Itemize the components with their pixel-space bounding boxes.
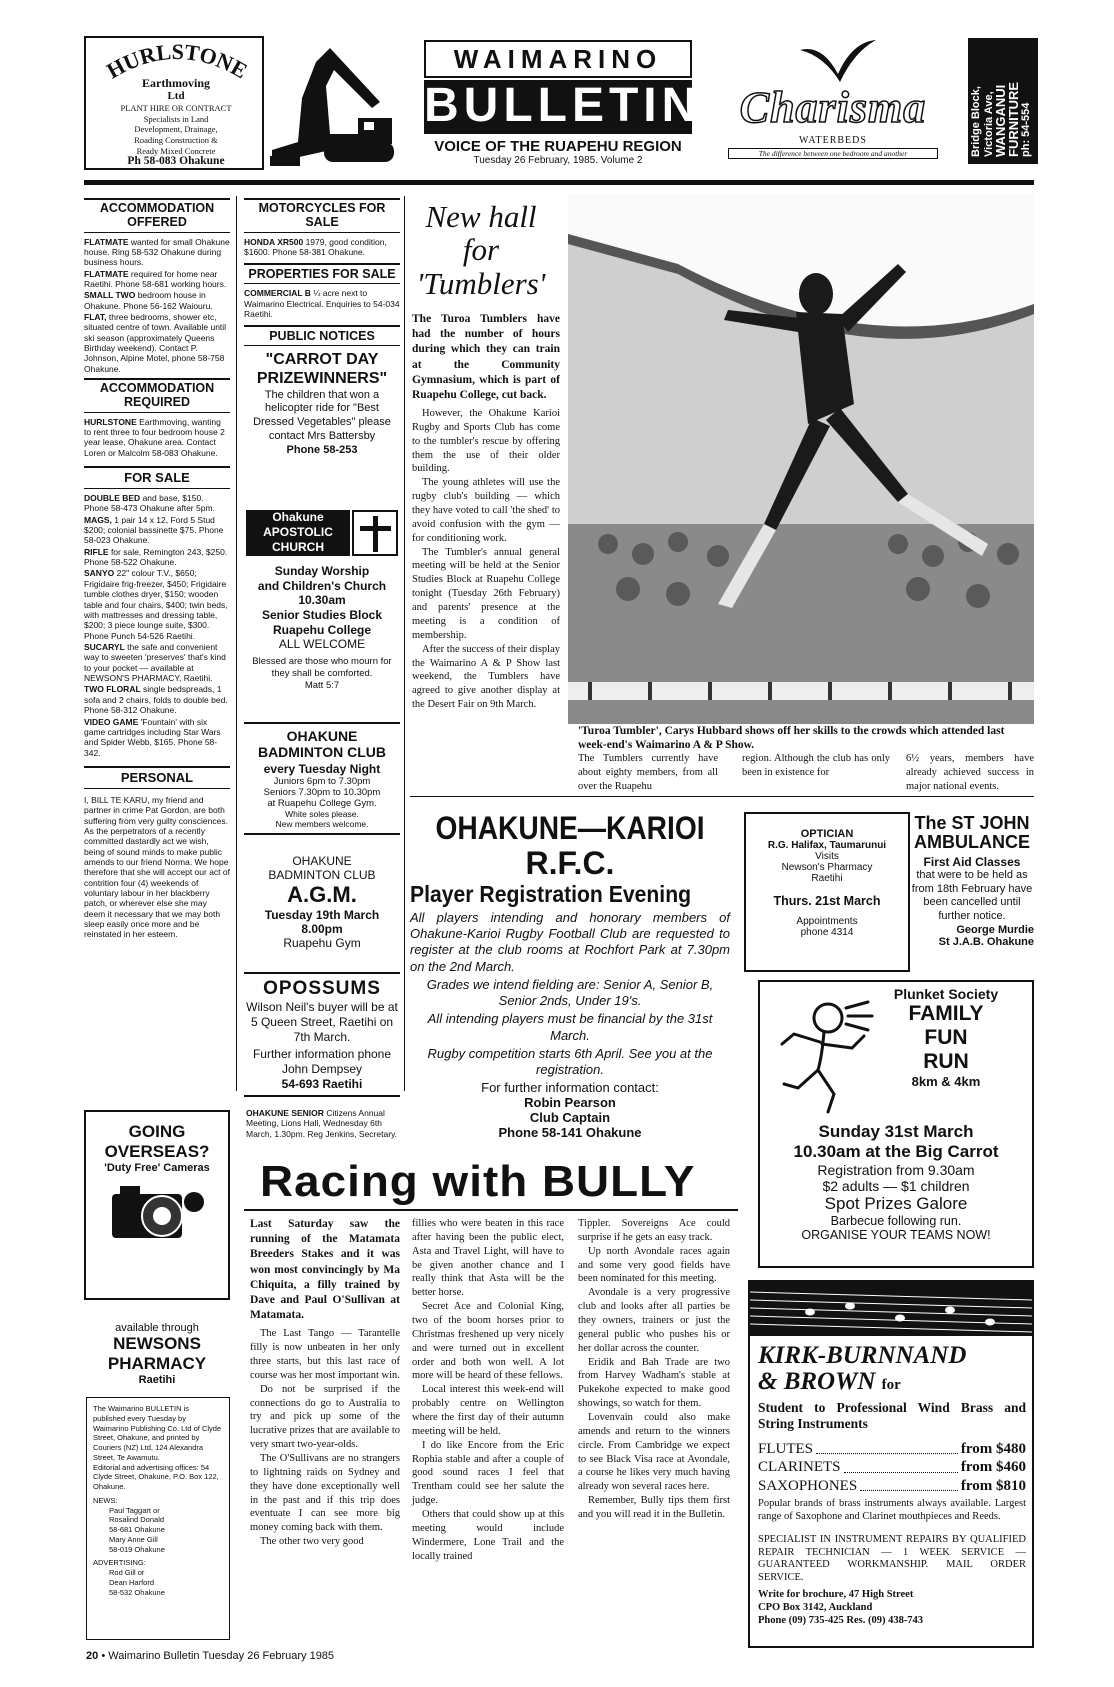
hurlstone-line: Ready Mixed Concrete bbox=[136, 145, 216, 156]
overseas-l4: available through bbox=[115, 1322, 199, 1334]
church-name: APOSTOLIC bbox=[263, 525, 333, 539]
imprint-adv-label: ADVERTISING: bbox=[93, 1558, 146, 1568]
overseas-footer bbox=[86, 1322, 228, 1386]
masthead bbox=[424, 40, 702, 166]
classified-item: VIDEO GAME 'Fountain' with six game cartridges including Star Wars and Spider Webb, $165. Phone 58-342. bbox=[84, 716, 221, 758]
classified-item: DOUBLE BED and base, $150. Phone 58-473 Ohakune after 5pm. bbox=[84, 492, 215, 514]
racing-col-3 bbox=[578, 1217, 730, 1522]
kirk-text: Popular brands of brass instruments always available. Largest range of Saxophone and Clarinet mouthpieces and Reeds. bbox=[758, 1498, 1026, 1522]
stjohn-sign: George Murdie bbox=[956, 923, 1034, 936]
overseas-l1: GOING bbox=[128, 1122, 186, 1141]
racing-col-1 bbox=[250, 1217, 400, 1549]
badminton-ad bbox=[244, 722, 400, 835]
plunket-title: FAMILY bbox=[908, 1002, 984, 1025]
optician-line: phone 4314 bbox=[800, 927, 854, 938]
imprint-p1: The Waimarino BULLETIN is published every Tuesday by Waimarino Publishing Co. Ltd of Clyde Street, Ohakune, and printed by Couriers (NZ) Ltd, 124 Alexandra Street, Te Awamutu. bbox=[93, 1404, 222, 1462]
for-sale-heading: FOR SALE bbox=[84, 466, 230, 489]
hall-col-4: 6½ years, members have already achieved success in major national events. bbox=[906, 753, 1034, 792]
kirk-title: KIRK-BURNNAND bbox=[758, 1342, 967, 1369]
optician-line: Raetihi bbox=[811, 873, 843, 884]
charisma-side-line: FURNITURE bbox=[1005, 81, 1021, 157]
kirk-for: for bbox=[881, 1377, 901, 1393]
plunket-line: ORGANISE YOUR TEAMS NOW! bbox=[801, 1228, 991, 1242]
agm-line: OHAKUNE bbox=[292, 854, 352, 868]
imprint-news-line: Mary Anne Gill bbox=[109, 1534, 158, 1544]
overseas-l6: PHARMACY bbox=[107, 1354, 207, 1373]
kirk-price-row: FLUTES from $480 bbox=[758, 1441, 1026, 1457]
racing-rule bbox=[244, 1209, 738, 1211]
stjohn-title: AMBULANCE bbox=[914, 832, 1030, 853]
kirk-subtitle: Student to Professional Wind Brass and String Instruments bbox=[758, 1400, 1026, 1432]
racing-col-2 bbox=[412, 1217, 564, 1563]
imprint-p2: Editorial and advertising offices: 54 Clyde Street, Ohakune, P.O. Box 122, Ohakune. bbox=[93, 1462, 219, 1491]
optician-ad bbox=[744, 812, 910, 972]
opossums-text: Further information phone John Dempsey bbox=[252, 1047, 392, 1076]
plunket-date: Sunday 31st March bbox=[818, 1122, 974, 1141]
agm-ad bbox=[244, 852, 400, 952]
camera-icon bbox=[102, 1178, 212, 1248]
racing-paragraph: The O'Sullivans are no strangers to lightning raids on Sydney and they have done exceptionally well in the past and if this trip does eventuate I can see more big money coming back with them. bbox=[250, 1452, 400, 1534]
hall-col-2: The Tumblers currently have about eighty members, from all over the Ruapehu bbox=[578, 753, 718, 792]
hall-paragraph: The Tumbler's annual general meeting will be held at the Senior Studies Block at Ruapehu College tonight (Tuesday 26th February) and parents' presence at the meeting is a condition of membership. bbox=[412, 546, 560, 641]
seagull-icon bbox=[798, 38, 878, 88]
hall-paragraph: The young athletes will use the rugby club's building — which they have voted to call 'the shed' to avoid confusion with the gym — for conditioning work. bbox=[412, 477, 560, 544]
opossums-ad bbox=[244, 972, 400, 1097]
classified-item: TWO FLORAL single bedspreads, 1 sofa and 2 chairs, folds to double bed. Phone 58-312 Ohakune. bbox=[84, 684, 228, 716]
masthead-dateline: Tuesday 26 February, 1985. Volume 2 bbox=[473, 155, 643, 166]
rfc-paragraph: Rugby competition starts 6th April. See you at the registration. bbox=[427, 1045, 713, 1078]
agm-line: Tuesday 19th March bbox=[264, 908, 380, 922]
rfc-title-2: R.F.C. bbox=[525, 844, 615, 881]
opossums-title: OPOSSUMS bbox=[263, 978, 381, 999]
classified-item: SMALL TWO bedroom house in Ohakune. Phone 56-162 Waiouru. bbox=[84, 290, 213, 311]
hall-paragraph: After the success of their display the Waimarino A & P Show last weekend, the Tumblers have agreed to give another display at the Desert Fair on 9th March. bbox=[412, 643, 560, 711]
plunket-title: FUN bbox=[924, 1026, 968, 1050]
plunket-line: $2 adults — $1 children bbox=[822, 1178, 970, 1194]
agm-line: 8.00pm bbox=[301, 922, 343, 936]
moto-item: HONDA XR500 1979, good condition, $1600. Phone 58-381 Ohakune. bbox=[244, 236, 387, 257]
badminton-line: every Tuesday Night bbox=[263, 762, 381, 776]
imprint-news-label: NEWS: bbox=[93, 1495, 118, 1505]
notices-title-2: PRIZEWINNERS" bbox=[256, 370, 388, 388]
badminton-line: Seniors 7.30pm to 10.30pm bbox=[263, 787, 381, 798]
hurlstone-line: Development, Drainage, bbox=[134, 124, 218, 135]
excavator-illustration bbox=[268, 38, 396, 170]
hurlstone-sub2: Ltd bbox=[167, 90, 185, 102]
racing-paragraph: Eridik and Bah Trade are two from Harvey Wadham's stable at Pukekohe expected to make good showings, so watch for them. bbox=[578, 1356, 730, 1410]
column-classifieds-1 bbox=[84, 198, 230, 941]
kirk-title: & BROWN bbox=[758, 1368, 876, 1395]
col-rule-2 bbox=[404, 196, 405, 1091]
racing-paragraph: The other two very good bbox=[260, 1536, 364, 1548]
imprint-adv-line: Rod Gill or bbox=[109, 1568, 145, 1577]
badminton-line: New members welcome. bbox=[275, 819, 369, 829]
charisma-logo: Charisma bbox=[739, 83, 927, 132]
accom-required-heading: ACCOMMODATION REQUIRED bbox=[84, 378, 230, 413]
overseas-l3: 'Duty Free' Cameras bbox=[104, 1162, 210, 1174]
racing-paragraph: Do not be surprised if the connections do go to Australia to try and pick up some of the lucrative prizes that are available to very smart two-year-olds. bbox=[250, 1383, 400, 1451]
optician-line: Newson's Pharmacy bbox=[781, 862, 873, 873]
badminton-line: Juniors 6pm to 7.30pm bbox=[273, 776, 371, 787]
racing-paragraph: The Last Tango — Tarantelle filly is now unbeaten in her only three starts, but this last race of course was her most important win. bbox=[250, 1328, 400, 1381]
imprint-adv-line: 58-532 Ohakune bbox=[109, 1587, 165, 1597]
optician-line: R.G. Halifax, Taumarunui bbox=[767, 840, 887, 851]
imprint-news-line: Paul Taggart or bbox=[109, 1505, 160, 1515]
column-classifieds-2 bbox=[244, 198, 400, 456]
prop-item: COMMERCIAL B ¼ acre next to Waimarino Electrical. Enquiries to 54-034 Raetihi. bbox=[244, 288, 400, 319]
plunket-line: Plunket Society bbox=[893, 986, 999, 1002]
overseas-l5: NEWSONS bbox=[113, 1334, 201, 1353]
church-line: and Children's Church bbox=[257, 578, 387, 593]
hall-headline: New hall for 'Tumblers' bbox=[416, 199, 546, 301]
racing-paragraph: Others that could show up at this meeting would include Windermere, Lone Trail and the locally trained bbox=[412, 1509, 564, 1562]
overseas-ad bbox=[84, 1110, 230, 1300]
plunket-line: Registration from 9.30am bbox=[817, 1162, 975, 1178]
optician-line: Visits bbox=[815, 851, 839, 862]
rfc-contact: Club Captain bbox=[529, 1110, 611, 1126]
page-footer bbox=[86, 1650, 486, 1662]
racing-lead: Last Saturday saw the running of the Matamata Breeders Stakes and it was won most convincingly by Ma Chiquita, a filly trained by Dave and Paul O'Sullivan at Matamata. bbox=[250, 1218, 400, 1322]
imprint-news-line: 58-019 Ohakune bbox=[109, 1544, 165, 1554]
photo-caption: 'Turoa Tumbler', Carys Hubbard shows off her skills to the crowds which attended last week-end's Waimarino A & P Show. bbox=[578, 725, 1005, 752]
hall-col-3: region. Although the club has only been in existence for bbox=[742, 753, 890, 778]
kirk-text: SPECIALIST IN INSTRUMENT REPAIRS BY QUALIFIED REPAIR TECHNICIAN — 1 WEEK SERVICE — GUARANTEED WORKMANSHIP. MAIL ORDER SERVICE. bbox=[758, 1534, 1026, 1583]
racing-paragraph: Tippler. Sovereigns Ace could surprise if he gets an easy track. bbox=[578, 1218, 730, 1243]
imprint-news-line: 58-681 Ohakune bbox=[109, 1525, 165, 1534]
kirk-price-list bbox=[758, 1440, 1026, 1495]
imprint-news-line: Rosalind Donald bbox=[109, 1515, 165, 1525]
church-line: 10.30am bbox=[298, 593, 346, 608]
charisma-side-line: WANGANUI bbox=[993, 84, 1008, 157]
badminton-line: OHAKUNE bbox=[286, 728, 358, 744]
kirk-price-row: CLARINETS from $460 bbox=[758, 1459, 1026, 1476]
notices-heading: PUBLIC NOTICES bbox=[244, 325, 400, 346]
rfc-contact: Phone 58-141 Ohakune bbox=[498, 1125, 642, 1141]
opossums-phone: 54-693 Raetihi bbox=[281, 1077, 363, 1091]
prop-heading: PROPERTIES FOR SALE bbox=[244, 263, 400, 284]
classified-item: SUCARYL the safe and convenient way to sweeten 'preserves' that's kind to your pocket — available at NEWSON'S PHARMACY, Raetihi. bbox=[84, 642, 226, 684]
rfc-paragraph: All players intending and honorary members of Ohakune-Karioi Rugby Football Club are requested to register at the club rooms at Rochfort Park at 7.30pm on the 2nd March. bbox=[410, 909, 730, 974]
church-ad bbox=[244, 510, 400, 691]
hurlstone-line: Roading Construction & bbox=[134, 134, 218, 145]
charisma-side-text bbox=[970, 37, 1036, 161]
masthead-rule bbox=[84, 180, 1034, 185]
kirk-address-line: Write for brochure, 47 High Street bbox=[758, 1589, 914, 1600]
racing-paragraph: Lovenvain could also make amends and return to the winners circle. From Cambridge we expect to see Black Visa race at Avondale, a course he likes very much having already won several races here. bbox=[578, 1412, 730, 1493]
hall-paragraph: However, the Ohakune Karioi Rugby and Sports Club has come to the tumbler's rescue by offering them the use of their older building. bbox=[412, 408, 560, 475]
hurlstone-line: Specialists in Land bbox=[143, 113, 209, 124]
masthead-tagline: VOICE OF THE RUAPEHU REGION bbox=[434, 138, 682, 155]
racing-paragraph: Secret Ace and Colonial King, two of the boom horses prior to Christmas freshened up very nicely and were turned out in excellent order and both won well. A lot more will be heard of these fellows. bbox=[412, 1301, 564, 1382]
personal-heading: PERSONAL bbox=[84, 766, 230, 789]
church-line: Ruapehu College bbox=[272, 622, 371, 637]
stjohn-subtitle: First Aid Classes bbox=[923, 854, 1021, 869]
hurlstone-sub1: Earthmoving bbox=[141, 76, 210, 90]
kirk-address-line: Phone (09) 735-425 Res. (09) 438-743 bbox=[758, 1615, 924, 1627]
racing-headline: Racing with BULLY bbox=[260, 1157, 696, 1206]
stjohn-title: The ST JOHN bbox=[914, 813, 1030, 833]
stjohn-text: that were to be held as from 18th February have been cancelled until further notice. bbox=[911, 868, 1033, 923]
rfc-paragraph: Grades we intend fielding are: Senior A, Senior B, Senior 2nds, Under 19's. bbox=[426, 976, 714, 1009]
kirk-address bbox=[758, 1588, 1026, 1627]
plunket-line: Spot Prizes Galore bbox=[824, 1194, 968, 1213]
plunket-date: 10.30am at the Big Carrot bbox=[793, 1142, 999, 1161]
classified-item: HURLSTONE Earthmoving, wanting to rent three to four bedroom house 2 year lease, Ohakune area. Contact Loren or Malcolm 58-083 Ohakune. bbox=[84, 416, 225, 458]
plunket-line: Barbecue following run. bbox=[830, 1214, 962, 1228]
page-number: 20 bbox=[86, 1650, 99, 1662]
classified-item: MAGS, 1 pair 14 x 12, Ford 5 Stud $200; colonial bassinette $75. Phone 58-023 Ohakune. bbox=[84, 514, 224, 546]
church-welcome: ALL WELCOME bbox=[278, 637, 366, 652]
church-name: CHURCH bbox=[272, 540, 324, 554]
col-rule-1 bbox=[236, 196, 237, 1091]
optician-line: OPTICIAN bbox=[800, 828, 854, 840]
church-worship bbox=[244, 564, 400, 637]
badminton-line: BADMINTON CLUB bbox=[257, 744, 387, 760]
charisma-side-line: Bridge Block, bbox=[970, 86, 982, 157]
personal-text: I, BILL TE KARU, my friend and partner in crime Pat Gordon, are both suffering from very guilty consciences. As the perpetrators of a recently committed dastardly act we wish, being of sound minds to make public amends to our friend Norma. We hope therefore that she will accept our act of contrition four (4) weekends of voluntary labour in her blackberry patch, or wherever else she may deem it necessary that we may both sleep easily once more and be reinstated in her esteem. bbox=[84, 794, 230, 940]
cross-icon bbox=[352, 510, 398, 556]
optician-line: Appointments bbox=[796, 916, 858, 927]
st-john-ad bbox=[910, 814, 1034, 948]
plunket-title: RUN bbox=[923, 1050, 969, 1074]
badminton-line: White soles please. bbox=[285, 809, 359, 819]
racing-paragraph: fillies who were beaten in this race after having been the public elect, Asta and Travel Light, will have to be given another chance and I really think that Asta will be the better horse. bbox=[412, 1218, 564, 1299]
masthead-title: BULLETIN bbox=[424, 79, 702, 132]
racing-paragraph: Up north Avondale races again and some very good fields have been nominated for this meeting. bbox=[578, 1245, 730, 1285]
rfc-paragraph: For further information contact: bbox=[481, 1080, 659, 1096]
church-line: Senior Studies Block bbox=[261, 607, 383, 622]
plunket-ad bbox=[758, 980, 1034, 1268]
masthead-name: WAIMARINO bbox=[453, 44, 663, 74]
charisma-ad bbox=[728, 38, 1033, 164]
hurlstone-phone: Ph 58-083 Ohakune bbox=[127, 155, 225, 167]
racing-paragraph: Remember, Bully tips them first and you will read it in the Bulletin. bbox=[578, 1495, 730, 1521]
rfc-ad bbox=[410, 812, 730, 1140]
senior-citizens-notice: OHAKUNE SENIOR Citizens Annual Meeting, Lions Hall, Wednesday 6th March, 1.30pm. Reg Jenkins, Secretary. bbox=[246, 1108, 398, 1139]
rfc-paragraph: All intending players must be financial by the 31st March. bbox=[427, 1011, 713, 1043]
rfc-contact: Robin Pearson bbox=[524, 1095, 616, 1111]
kirk-price-row: SAXOPHONES from $810 bbox=[758, 1477, 1026, 1494]
classified-item: FLATMATE wanted for small Ohakune house. Ring 58-532 Ohakune during business hours. bbox=[84, 236, 230, 268]
classified-item: FLATMATE required for home near Raetihi. Phone 58-681 working hours. bbox=[84, 268, 227, 289]
rule-hall-bottom bbox=[410, 796, 1034, 797]
overseas-l7: Raetihi bbox=[138, 1374, 176, 1386]
badminton-line: at Ruapehu College Gym. bbox=[267, 798, 377, 809]
imprint-adv-line: Dean Harford bbox=[109, 1577, 155, 1587]
church-name: Ohakune bbox=[272, 510, 324, 524]
charisma-slogan: The difference between one bedroom and another bbox=[728, 148, 938, 159]
overseas-l2: OVERSEAS? bbox=[104, 1142, 210, 1161]
charisma-waterbeds: WATERBEDS bbox=[799, 135, 867, 146]
plunket-line: 8km & 4km bbox=[911, 1074, 981, 1090]
hall-lead: The Turoa Tumblers have had the number of hours during which they can train at the Community Gymnasium, which is part of Ruapehu College, cut back. bbox=[412, 313, 560, 401]
hall-story-col-1 bbox=[412, 312, 560, 712]
notices-title-1: "CARROT DAY bbox=[265, 351, 379, 369]
rfc-title: OHAKUNE—KARIOI bbox=[435, 810, 705, 846]
racing-paragraph: Avondale is a very progressive club and looks after all parties be they owners, trainers or just the general public who pushes his or her dollar across the counter. bbox=[578, 1287, 730, 1354]
kirk-burnnand-ad bbox=[748, 1280, 1034, 1648]
classified-item: SANYO 22" colour T.V., $650; Frigidaire frig-freezer, $450; Frigidaire tumble clothes dryer, $150; wooden table and four chairs, $400; twin beds, with mattresses and dressing table, $200; 3 piece lounge suite, $300. Phone Punch 54-526 Raetihi. bbox=[84, 568, 228, 641]
classified-item: RIFLE for sale, Remington 243, $250. Phone 58-522 Ohakune. bbox=[84, 546, 228, 568]
church-verse-ref: Matt 5:7 bbox=[304, 679, 340, 691]
charisma-side-line: Victoria Ave, bbox=[982, 91, 995, 157]
opossums-text: Wilson Neil's buyer will be at 5 Queen Street, Raetihi on 7th March. bbox=[246, 1000, 398, 1044]
optician-date: Thurs. 21st March bbox=[773, 894, 881, 908]
agm-line: BADMINTON CLUB bbox=[268, 868, 376, 882]
agm-title: A.G.M. bbox=[287, 882, 357, 907]
agm-line: Ruapehu Gym bbox=[283, 936, 361, 950]
hurlstone-ad bbox=[84, 36, 264, 170]
accom-offered-heading: ACCOMMODATION OFFERED bbox=[84, 198, 230, 233]
stjohn-sign: St J.A.B. Ohakune bbox=[938, 935, 1034, 948]
gymnast-photo bbox=[568, 194, 1034, 724]
notices-text: The children that won a helicopter ride for "Best Dressed Vegetables" please contact Mrs Battersby bbox=[253, 388, 391, 442]
moto-heading: MOTORCYCLES FOR SALE bbox=[244, 198, 400, 233]
charisma-side-line: ph: 54-554 bbox=[1020, 102, 1032, 157]
music-staff-decoration bbox=[750, 1282, 1032, 1336]
church-verse: Blessed are those who mourn for they shall be comforted. bbox=[252, 656, 392, 679]
classified-item: FLAT, three bedrooms, shower etc, situated centre of town. Available until ski season (approximately Queens Birthday weekend). Contact P. Johnson, Alpine Motel, phone 58-758 Ohakune. bbox=[84, 312, 227, 374]
hurlstone-lines bbox=[86, 103, 266, 156]
hurlstone-name: HURLSTONE bbox=[102, 40, 252, 84]
rfc-subtitle: Player Registration Evening bbox=[410, 880, 692, 907]
racing-paragraph: Local interest this week-end will probably centre on Wellington where the first day of their autumn meeting will be held. bbox=[412, 1384, 564, 1437]
church-line: Sunday Worship bbox=[274, 564, 370, 578]
hurlstone-line: PLANT HIRE OR CONTRACT bbox=[120, 103, 232, 113]
footer-text: • Waimarino Bulletin Tuesday 26 February 1985 bbox=[101, 1650, 335, 1662]
kirk-address-line: CPO Box 3142, Auckland bbox=[758, 1602, 873, 1614]
imprint-box bbox=[86, 1397, 230, 1640]
notices-phone: Phone 58-253 bbox=[286, 443, 358, 456]
racing-paragraph: I do like Encore from the Eric Rophia stable and after a couple of good sound races I feel that Trentham could see her salute the judge. bbox=[412, 1439, 564, 1507]
